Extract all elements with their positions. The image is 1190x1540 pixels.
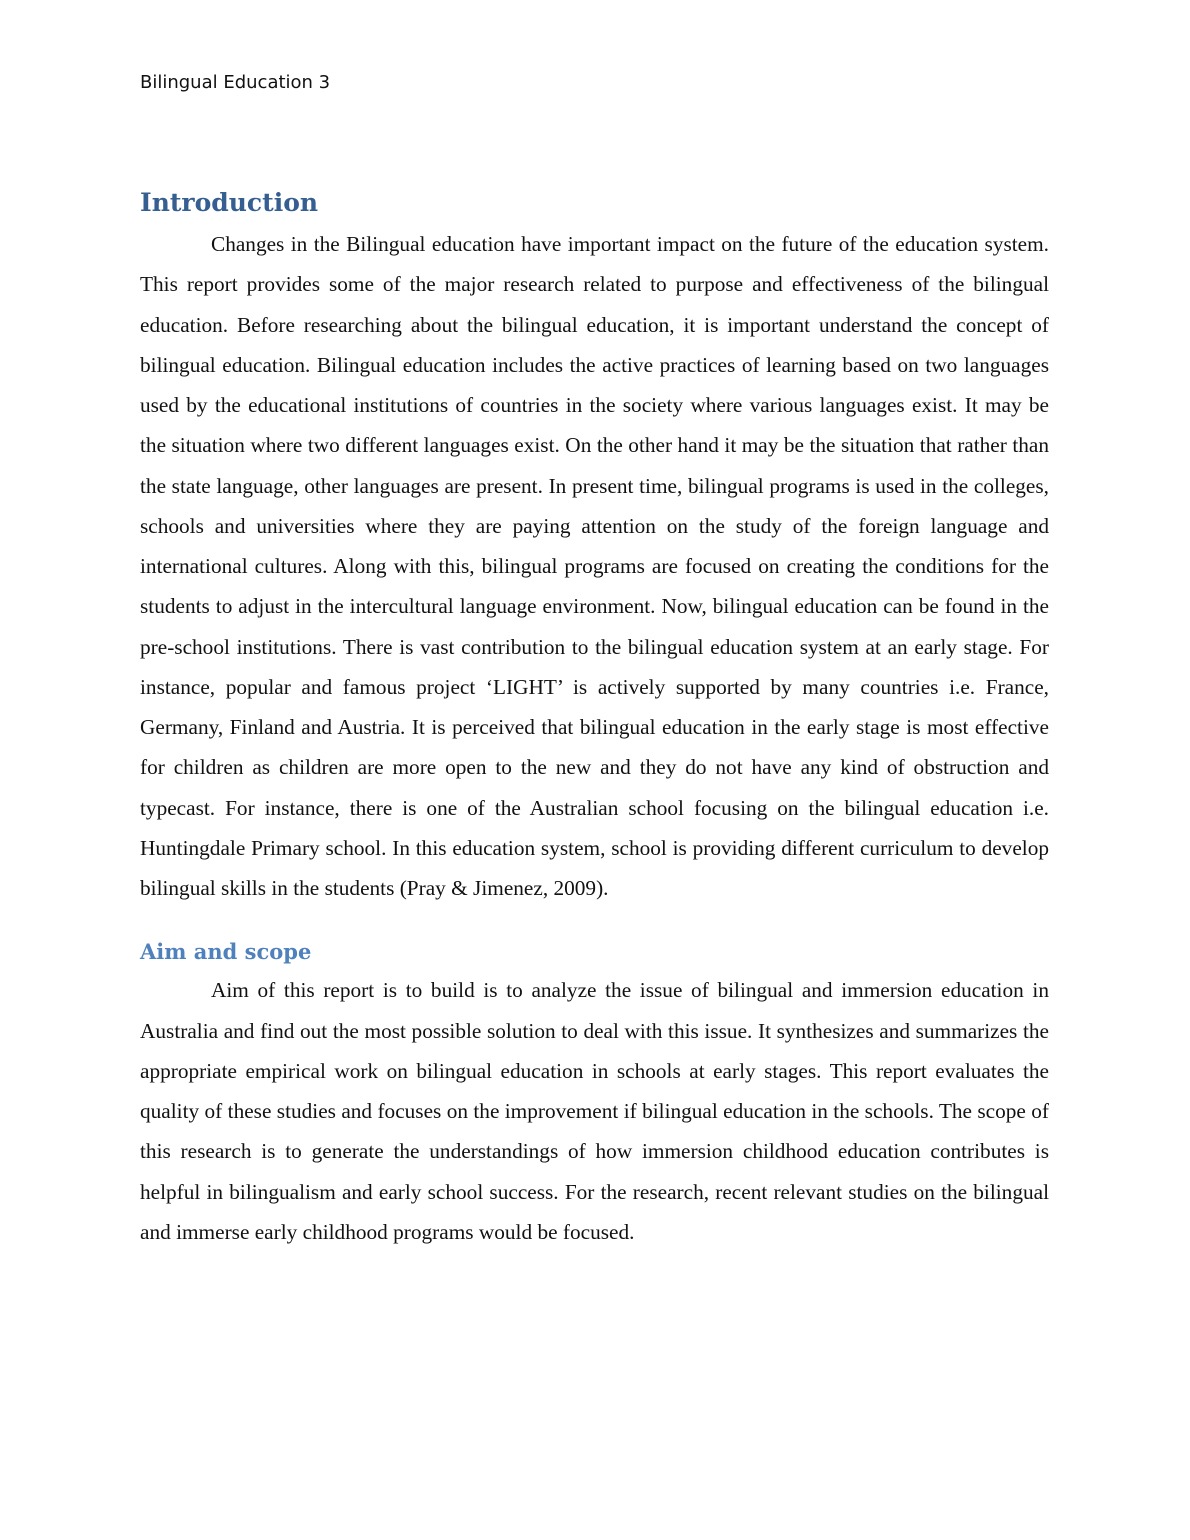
aim-and-scope-paragraph: Aim of this report is to build is to analyze the issue of bilingual and immersion education in Australia and find out the most possible solution to deal with this issue. It synthesizes and summarizes the appropriate empirical work on bilingual education in schools at early stages. This report evaluates the quality of these studies and focuses on the improvement if bilingual education in the schools. The scope of this research is to generate the understandings of how immersion childhood education contributes is helpful in bilingualism and early school success. For the research, recent relevant studies on the bilingual and immerse early childhood programs would be focused. xyxy=(140,978,1049,1244)
aim-and-scope-section xyxy=(140,934,1049,1252)
introduction-paragraph: Changes in the Bilingual education have important impact on the future of the education system. This report provides some of the major research related to purpose and effectiveness of the bilingual education. Before researching about the bilingual education, it is important understand the concept of bilingual education. Bilingual education includes the active practices of learning based on two languages used by the educational institutions of countries in the society where various languages exist. It may be the situation where two different languages exist. On the other hand it may be the situation that rather than the state language, other languages are present. In present time, bilingual programs is used in the colleges, schools and universities where they are paying attention on the study of the foreign language and international cultures. Along with this, bilingual programs are focused on creating the conditions for the students to adjust in the intercultural language environment. Now, bilingual education can be found in the pre-school institutions. There is vast contribution to the bilingual education system at an early stage. For instance, popular and famous project ‘LIGHT’ is actively supported by many countries i.e. France, Germany, Finland and Austria. It is perceived that bilingual education in the early stage is most effective for children as children are more open to the new and they do not have any kind of obstruction and typecast. For instance, there is one of the Australian school focusing on the bilingual education i.e. Huntingdale Primary school. In this education system, school is providing different curriculum to develop bilingual skills in the students (Pray & Jimenez, 2009). xyxy=(140,232,1049,900)
introduction-heading: Introduction xyxy=(140,188,319,217)
introduction-section xyxy=(140,182,1049,908)
running-header: Bilingual Education 3 xyxy=(140,72,331,93)
document-body xyxy=(140,182,1049,1252)
aim-and-scope-heading: Aim and scope xyxy=(140,939,312,965)
